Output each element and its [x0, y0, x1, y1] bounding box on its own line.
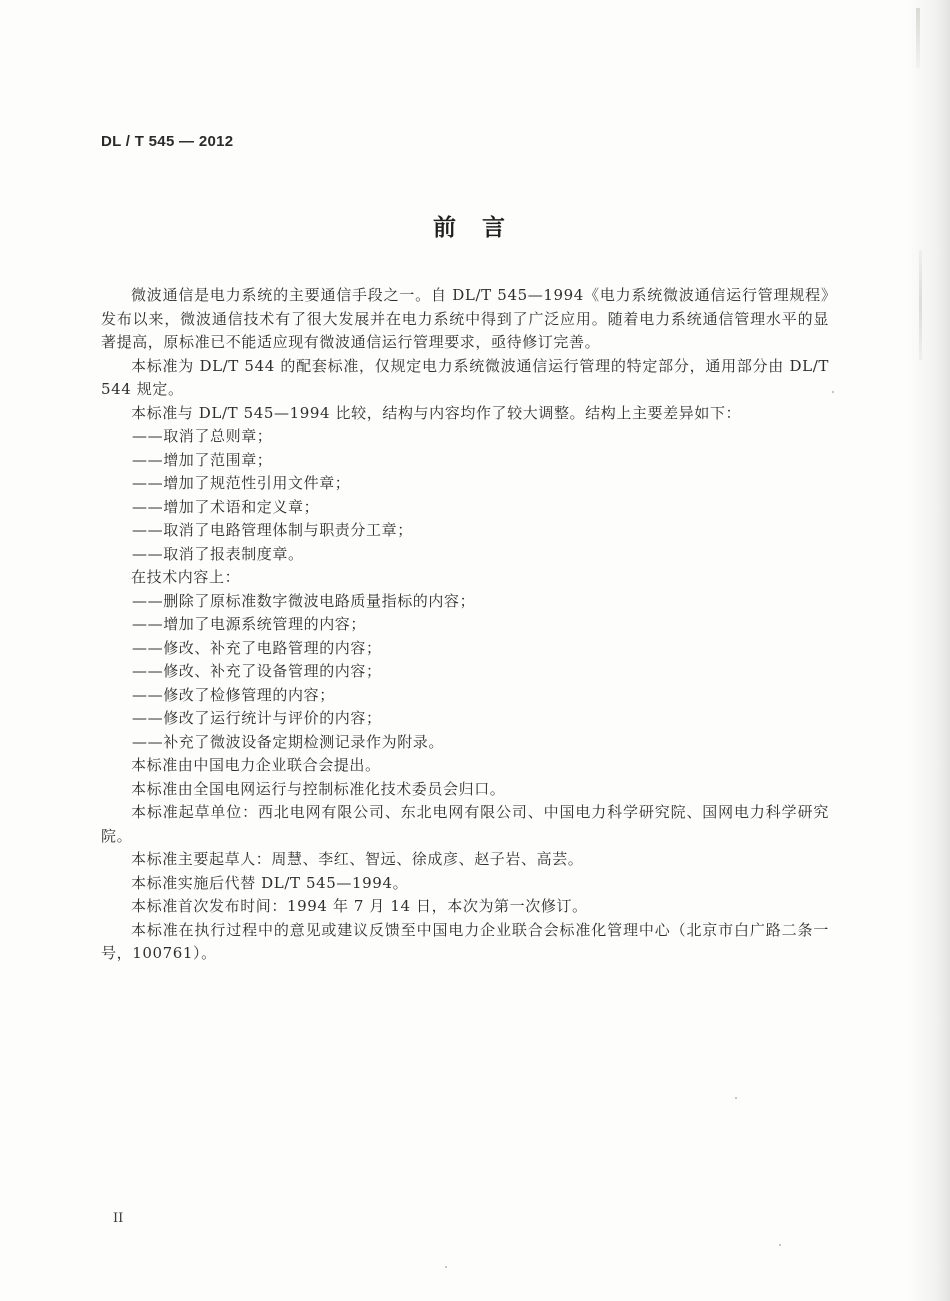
scan-edge-mark — [919, 250, 922, 360]
list-item: ——修改了检修管理的内容； — [132, 685, 335, 704]
list-item: ——增加了术语和定义章； — [132, 497, 320, 516]
scan-edge-shadow — [906, 0, 950, 1301]
list-item: ——补充了微波设备定期检测记录作为附录。 — [132, 732, 445, 751]
list-item: ——增加了电源系统管理的内容； — [132, 615, 367, 633]
list-item: ——取消了电路管理体制与职责分工章； — [132, 521, 413, 539]
page-title: 前言 — [433, 214, 531, 241]
paragraph: 本标准实施后代替 DL/T 545—1994。 — [131, 873, 409, 892]
paragraph: 本标准为 DL/T 544 的配套标准，仅规定电力系统微波通信运行管理的特定部分，通用部分由 DL/T 544 规定。 — [101, 356, 829, 398]
list-item: ——删除了原标准数字微波电路质量指标的内容； — [132, 591, 476, 610]
paragraph: 本标准由中国电力企业联合会提出。 — [131, 756, 381, 774]
list-item: ——修改、补充了设备管理的内容； — [132, 662, 382, 680]
paragraph: 本标准首次发布时间：1994 年 7 月 14 日，本次为第一次修订。 — [131, 897, 588, 915]
paragraph: 微波通信是电力系统的主要通信手段之一。自 DL/T 545—1994《电力系统微波通信运行管理规程》发布以来，微波通信技术有了很大发展并在电力系统中得到了广泛应用。随着电力系统通信管理水平的显著提高，原标准已不能适应现有微波通信运行管理要求，亟待修订完善。 — [101, 286, 829, 351]
paragraph: 本标准与 DL/T 545—1994 比较，结构与内容均作了较大调整。结构上主要差异如下： — [131, 403, 742, 422]
paragraph: 本标准在执行过程中的意见或建议反馈至中国电力企业联合会标准化管理中心（北京市白广路二条一号，100761）。 — [101, 920, 829, 962]
list-item: ——取消了总则章； — [132, 427, 273, 445]
list-item: ——增加了范围章； — [132, 450, 273, 469]
scan-edge-mark — [916, 8, 920, 68]
document-body — [101, 284, 829, 966]
paragraph: 本标准主要起草人：周慧、李红、智远、徐成彦、赵子岩、高芸。 — [131, 850, 584, 868]
technical-changes-list — [101, 590, 829, 755]
scan-speck — [735, 1097, 737, 1099]
scan-speck — [832, 391, 834, 393]
list-item: ——增加了规范性引用文件章； — [132, 474, 351, 492]
standard-code-header: DL / T 545 — 2012 — [101, 133, 234, 150]
list-item: ——取消了报表制度章。 — [132, 544, 304, 563]
list-item: ——修改、补充了电路管理的内容； — [132, 638, 382, 657]
paragraph: 本标准由全国电网运行与控制标准化技术委员会归口。 — [131, 779, 506, 798]
paragraph: 本标准起草单位：西北电网有限公司、东北电网有限公司、中国电力科学研究院、国网电力科学研究院。 — [101, 803, 829, 845]
paragraph: 在技术内容上： — [131, 568, 241, 586]
scan-speck — [779, 1244, 781, 1246]
scan-speck — [445, 1266, 447, 1268]
page-number: II — [113, 1211, 124, 1226]
structural-changes-list — [101, 425, 829, 566]
list-item: ——修改了运行统计与评价的内容； — [132, 709, 382, 727]
